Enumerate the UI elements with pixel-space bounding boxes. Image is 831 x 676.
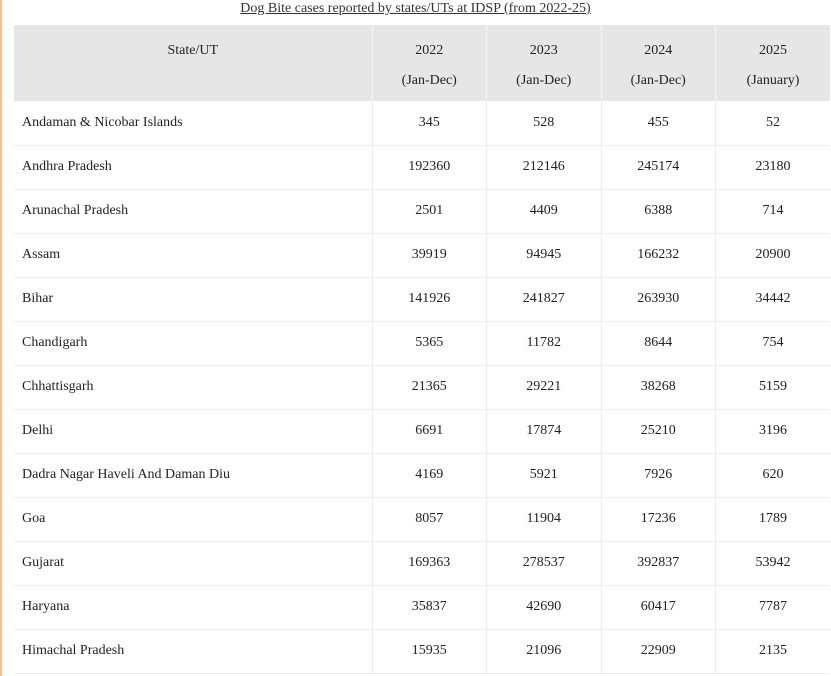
table-row: [14, 145, 830, 189]
header-label: 2025: [759, 43, 787, 58]
table-row: [14, 497, 830, 541]
table-row: [14, 409, 830, 453]
table-row: [14, 277, 830, 321]
cell-count: 22909: [601, 629, 716, 673]
cell-count: 263930: [601, 277, 716, 321]
header-2023: [487, 25, 602, 101]
dog-bite-table: [14, 25, 830, 674]
table-body: [14, 101, 830, 673]
header-row: [14, 25, 830, 101]
cell-count: 11904: [487, 497, 602, 541]
cell-count: 60417: [601, 585, 716, 629]
cell-count: 94945: [487, 233, 602, 277]
header-sublabel: (Jan-Dec): [630, 73, 686, 88]
cell-count: 21365: [372, 365, 487, 409]
cell-count: 245174: [601, 145, 716, 189]
cell-state: Himachal Pradesh: [14, 629, 372, 673]
cell-count: 6388: [601, 189, 716, 233]
table-row: [14, 101, 830, 145]
cell-count: 52: [766, 114, 780, 130]
cell-count: 2501: [372, 189, 487, 233]
cell-count: 38268: [601, 365, 716, 409]
table-row: [14, 453, 830, 497]
table-row: [14, 629, 830, 673]
cell-count: 3196: [759, 423, 787, 438]
cell-state: Delhi: [14, 409, 372, 453]
cell-count: 1789: [759, 511, 787, 526]
header-label: 2023: [529, 43, 558, 58]
cell-count: 5159: [759, 379, 787, 394]
cell-count: 754: [762, 335, 784, 350]
cell-state: Gujarat: [14, 541, 372, 585]
header-label: State/UT: [167, 43, 219, 58]
cell-count: 714: [762, 203, 784, 218]
cell-count: 25210: [601, 409, 716, 453]
header-state: [14, 25, 372, 101]
cell-count: 15935: [372, 629, 487, 673]
cell-count: 2135: [759, 643, 787, 658]
cell-count: 42690: [487, 585, 602, 629]
table-row: [14, 189, 830, 233]
cell-count: 29221: [487, 365, 602, 409]
header-sublabel: (Jan-Dec): [401, 73, 457, 88]
cell-count: 241827: [487, 277, 602, 321]
table-row: [14, 233, 830, 277]
table-header: [14, 25, 830, 101]
cell-count: 6691: [372, 409, 487, 453]
cell-count: 192360: [372, 145, 487, 189]
left-border-rule: [0, 0, 2, 676]
cell-count: 169363: [372, 541, 487, 585]
cell-count: 278537: [487, 541, 602, 585]
cell-state: Bihar: [14, 277, 372, 321]
cell-count: 4169: [372, 453, 487, 497]
table-caption-text: Dog Bite cases reported by states/UTs at IDSP (from 2022-25): [240, 1, 591, 16]
table-row: [14, 365, 830, 409]
cell-state: Assam: [14, 233, 372, 277]
table-caption: [0, 0, 831, 18]
cell-count: 17874: [487, 409, 602, 453]
cell-count: 53942: [755, 555, 791, 570]
cell-count: 35837: [372, 585, 487, 629]
cell-count: 20900: [755, 247, 791, 262]
cell-state: Dadra Nagar Haveli And Daman Diu: [14, 453, 372, 497]
cell-count: 141926: [372, 277, 487, 321]
cell-count: 345: [372, 101, 487, 145]
cell-state: Haryana: [14, 585, 372, 629]
cell-count: 166232: [601, 233, 716, 277]
cell-count: 528: [487, 101, 602, 145]
table-row: [14, 321, 830, 365]
header-label: 2022: [415, 43, 444, 58]
cell-count: 7926: [601, 453, 716, 497]
table-row: [14, 585, 830, 629]
header-2024: [601, 25, 716, 101]
cell-count: 212146: [487, 145, 602, 189]
cell-count: 34442: [755, 291, 791, 306]
cell-count: 620: [762, 467, 784, 482]
table-row: [14, 541, 830, 585]
header-sublabel: (Jan-Dec): [516, 73, 572, 88]
cell-count: 4409: [487, 189, 602, 233]
header-label: 2024: [644, 43, 673, 58]
cell-state: Andhra Pradesh: [14, 145, 372, 189]
header-sublabel: (January): [746, 73, 800, 88]
cell-count: 21096: [487, 629, 602, 673]
cell-count: 23180: [755, 159, 791, 174]
cell-count: 5921: [487, 453, 602, 497]
cell-count: 8644: [601, 321, 716, 365]
cell-state: Goa: [14, 497, 372, 541]
cell-count: 39919: [372, 233, 487, 277]
cell-count: 455: [601, 101, 716, 145]
cell-count: 11782: [487, 321, 602, 365]
cell-count: 7787: [759, 599, 787, 614]
cell-count: 8057: [372, 497, 487, 541]
cell-state: Arunachal Pradesh: [14, 189, 372, 233]
header-2022: [372, 25, 487, 101]
header-2025: [716, 25, 831, 101]
cell-count: 392837: [601, 541, 716, 585]
cell-state: Andaman & Nicobar Islands: [14, 101, 372, 145]
cell-state: Chandigarh: [14, 321, 372, 365]
cell-count: 17236: [601, 497, 716, 541]
cell-state: Chhattisgarh: [14, 365, 372, 409]
cell-count: 5365: [372, 321, 487, 365]
